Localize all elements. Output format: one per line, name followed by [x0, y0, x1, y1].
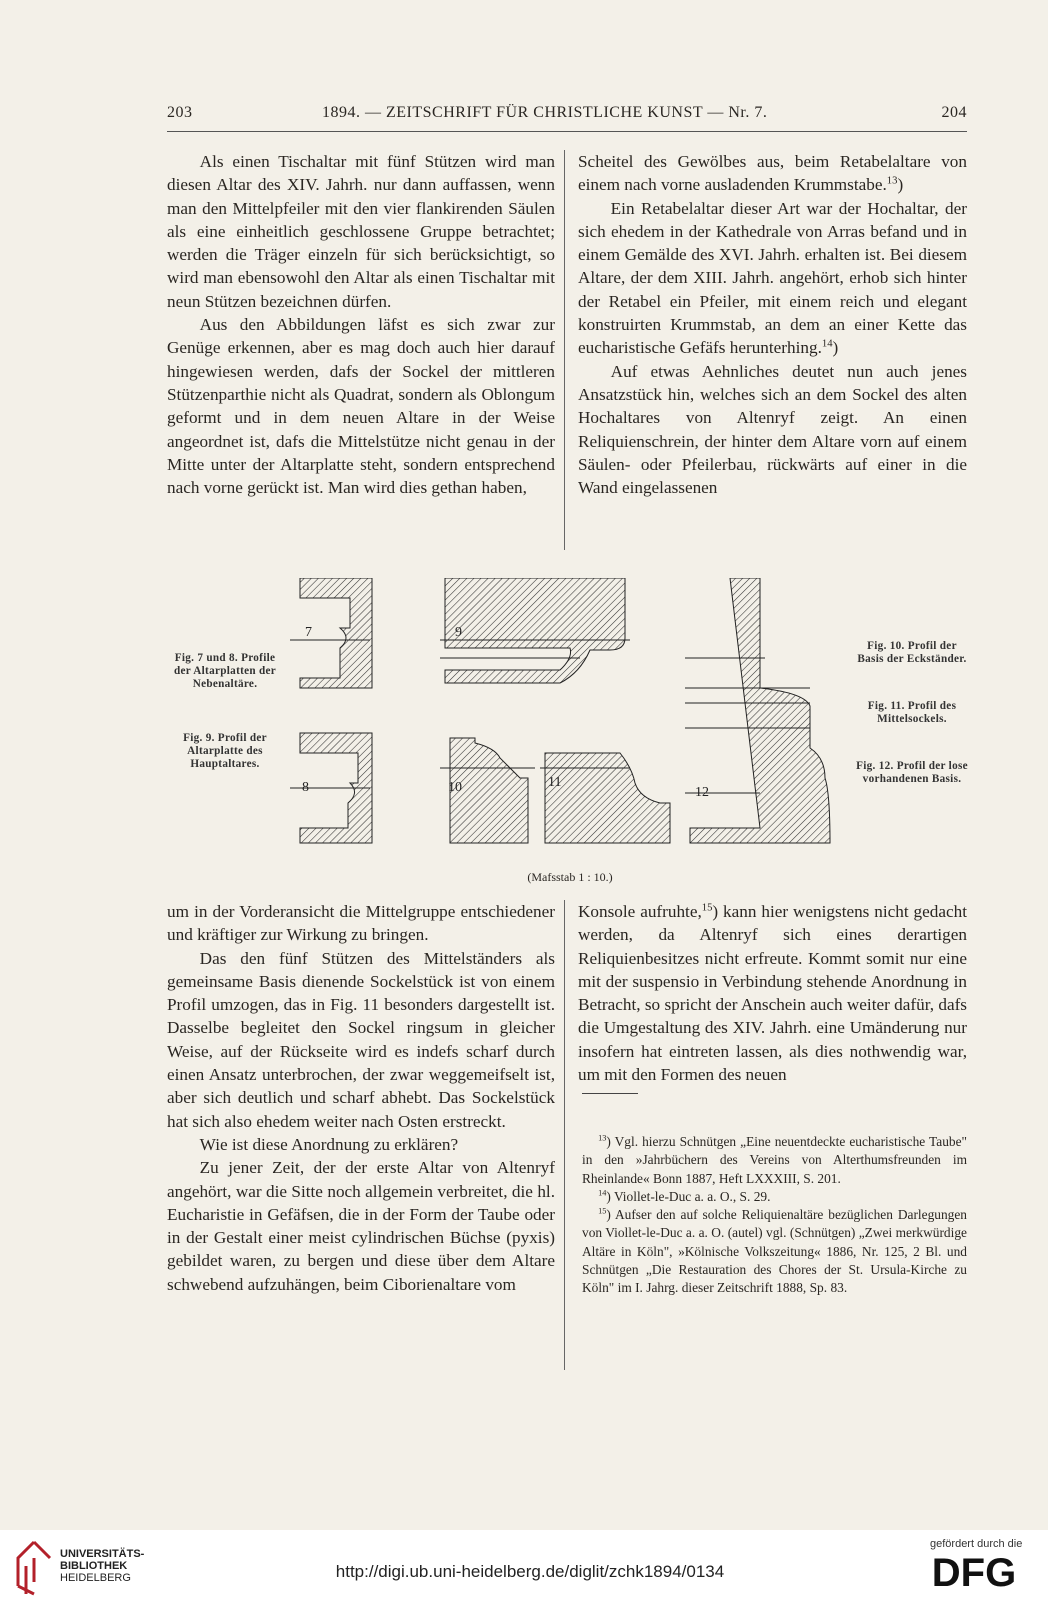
profile-drawings — [290, 578, 850, 868]
column-divider — [564, 150, 565, 550]
journal-title: 1894. — ZEITSCHRIFT FÜR CHRISTLICHE KUNST — Nr. 7. — [322, 104, 768, 121]
caption-fig-7-8: Fig. 7 und 8. Profile der Altarplatten der Nebenaltäre. — [173, 652, 277, 690]
paragraph: Das den fünf Stützen des Mittelständers als gemeinsame Basis dienende Sockelstück ist von einem Profil umzogen, das in Fig. 11 besonders dargestellt ist. Dasselbe begleitet den Sockel ringsum in gleicher Weise, auf der Rückseite wird es indefs scharf durch einen Ansatz unterbrochen, der zwar weggemeifselt ist, aber sich deutlich und scharf abhebt. Das Sockelstück hat sich also ehedem weiter nach Osten erstreckt. — [167, 948, 555, 1131]
label-fig-8: 8 — [302, 780, 309, 795]
paragraph: um in der Vorderansicht die Mittelgruppe entschiedener und kräftiger zur Wirkung zu bringen. — [167, 902, 555, 945]
profile-fig-9 — [445, 578, 625, 683]
footnote-13: $^{13}$) Vgl. hierzu Schnütgen „Eine neuentdeckte eucharistische Taube" in den »Jahrbüchern des Vereins von Alterthumsfreunden im Rheinlande« Bonn 1887, Heft LXXXIII, S. 201. — [582, 1133, 967, 1186]
funding-label: gefördert durch die — [930, 1538, 1023, 1550]
paragraph: Ein Retabelaltar dieser Art war der Hochaltar, der sich ehedem in der Kathedrale von Arras befand und in einem Gemälde des XVI. Jahrh. erhalten ist. Bei diesem Altare, der dem XIII. Jahrh. angehört, erhob sich hinter der Retabel ein Pfeiler, mit einem reich und elegant konstruirten Krummstab, an dem an einer Kette das eucharistische Gefäfs herunterhing.$^{14}$) — [578, 198, 967, 358]
label-fig-10: 10 — [448, 780, 462, 795]
paragraph: Konsole aufruhte,$^{15}$) kann hier wenigstens nicht gedacht werden, da Altenryf sich eines derartigen Reliquienbesitzes nicht erfreute. Kommt somit nur eine mit der suspensio in Verbindung stehende Anordnung in Betracht, so spricht der Anschein auch weiter dafür, dafs die Umgestaltung des XIV. Jahrh. eine Umänderung nur insofern hat eintreten lassen, als dies nothwendig war, um mit den Formen des neuen — [578, 902, 967, 1085]
header-rule — [167, 131, 967, 132]
label-fig-7: 7 — [305, 625, 312, 640]
caption-fig-10: Fig. 10. Profil der Basis der Eckständer. — [857, 640, 967, 665]
left-column-top — [167, 150, 555, 499]
right-column-top — [578, 150, 967, 499]
paragraph: Auf etwas Aehnliches deutet nun auch jenes Ansatzstück hin, welches sich an dem Sockel des alten Hochaltares von Altenryf zeigt. An einen Reliquienschrein, der hinter dem Altare vorn auf einem Säulen- oder Pfeilerbau, rückwärts auf einer in die Wand eingelassenen — [578, 361, 967, 498]
university-library-logo-icon — [12, 1538, 56, 1598]
paragraph: Als einen Tischaltar mit fünf Stützen wird man diesen Altar des XIV. Jahrh. nur dann auffassen, wenn man den Mittelpfeiler mit den vier flankirenden Säulen als eine einheitlich geschlossene Gruppe betrachtet; werden die Träger einzeln für sich berücksichtigt, so wird man ebensowohl den Altar als einen Tischaltar mit neun Stützen bezeichnen dürfen. — [167, 152, 555, 311]
footnotes — [582, 1133, 967, 1298]
scale-label: (Mafsstab 1 : 10.) — [527, 870, 613, 884]
page-number-left: 203 — [167, 104, 193, 121]
paragraph: Scheitel des Gewölbes aus, beim Retabelaltare von einem nach vorne ausladenden Krummstabe.$^{13}$) — [578, 152, 967, 195]
page-number-right: 204 — [941, 104, 967, 121]
caption-fig-9: Fig. 9. Profil der Altarplatte des Hauptaltares. — [183, 732, 267, 770]
paragraph: Zu jener Zeit, der der erste Altar von Altenryf angehört, war die Sitte noch allgemein verbreitet, die hl. Eucharistie in Gefäfsen, die in der Form der Taube oder in der Gestalt einer meist cylindrischen Büchse (pyxis) gebildet waren, zu bergen und diese über dem Altare schwebend aufzuhängen, beim Ciborienaltare vom — [167, 1158, 555, 1294]
paragraph: Wie ist diese Anordnung zu erklären? — [199, 1134, 459, 1154]
footnote-14: $^{14}$) Viollet-le-Duc a. a. O., S. 29. — [598, 1188, 771, 1204]
footnote-15: $^{15}$) Aufser den auf solche Reliquienaltäre bezüglichen Darlegungen von Viollet-le-Duc a. a. O. (autel) vgl. (Schnütgen) „Zwei merkwürdige Altäre in Köln", »Kölnische Volkszeitung« 1886, Nr. 125, 2 Bl. und Schnütgen „Die Restauration des Chores der St. Ursula-Kirche zu Köln" im I. Jahrg. dieser Zeitschrift 1888, Sp. 83. — [582, 1206, 967, 1296]
source-url-link[interactable]: http://digi.ub.uni-heidelberg.de/diglit/zchk1894/0134 — [335, 1562, 725, 1581]
right-column-bottom — [578, 900, 967, 1086]
profile-fig-12 — [690, 578, 830, 843]
paragraph: Aus den Abbildungen läfst es sich zwar zur Genüge erkennen, aber es mag doch auch hier darauf hingewiesen werden, dafs der Sockel der mittleren Stützenparthie nicht als Quadrat, sondern als Oblongum geformt und in dem neuen Altare in der Weise angeordnet ist, dafs die Mittelstütze nicht genau in der Mitte unter der Altarplatte steht, sondern entsprechend nach vorne gerückt ist. Man wird dies gethan haben, — [167, 315, 555, 498]
svg-text:DFG: DFG — [931, 1552, 1017, 1592]
label-fig-11: 11 — [548, 775, 562, 790]
label-fig-9: 9 — [455, 625, 462, 640]
caption-fig-12: Fig. 12. Profil der lose vorhandenen Basis. — [856, 760, 968, 785]
dfg-logo-icon — [922, 1552, 1026, 1592]
running-header — [167, 104, 967, 126]
caption-fig-11: Fig. 11. Profil des Mittelsockels. — [867, 700, 957, 725]
library-name: UNIVERSITÄTS- BIBLIOTHEK HEIDELBERG — [60, 1548, 145, 1584]
column-divider — [564, 900, 565, 1370]
footnote-rule — [582, 1093, 638, 1094]
profile-fig-11 — [545, 753, 670, 843]
left-column-bottom — [167, 900, 555, 1296]
label-fig-12: 12 — [695, 785, 709, 800]
